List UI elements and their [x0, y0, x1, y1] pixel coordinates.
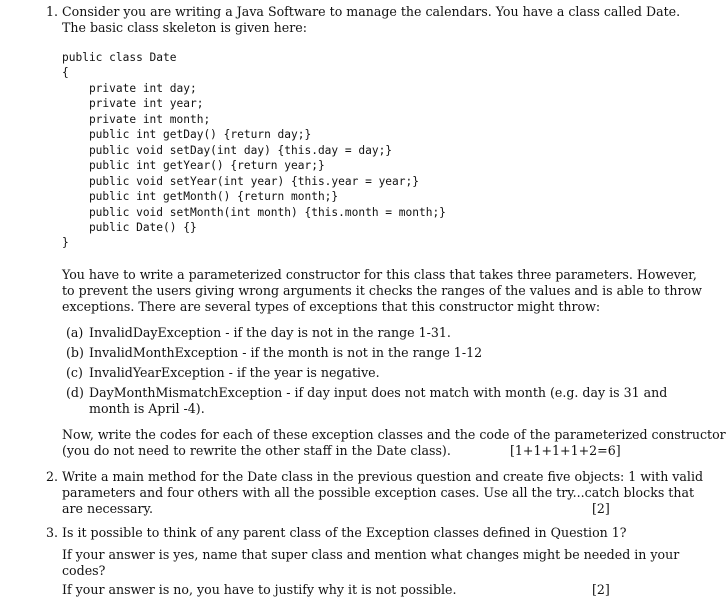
q2-line: are necessary. [62, 501, 153, 516]
code-line: public int getMonth() {return month;} [62, 190, 339, 203]
q3-para3: If your answer is no, you have to justify why it is not possible. [62, 582, 457, 597]
q3-line1: Is it possible to think of any parent class of the Exception classes defined in Question 1? [62, 525, 627, 540]
exception-label: (d) [66, 385, 84, 400]
exception-label: (c) [66, 365, 83, 380]
code-line: public int getDay() {return day;} [62, 128, 312, 141]
q1-para-line: You have to write a parameterized constructor for this class that takes three parameters. However, [62, 267, 697, 282]
code-line: private int day; [62, 82, 197, 95]
exception-label: (a) [66, 325, 84, 340]
q1-marks: [1+1+1+1+2=6] [510, 443, 621, 458]
exception-text: InvalidYearException - if the year is negative. [89, 365, 380, 380]
code-line: public void setYear(int year) {this.year = year;} [62, 175, 419, 188]
q1-para-line: exceptions. There are several types of exceptions that this constructor might throw: [62, 299, 601, 314]
q2-marks: [2] [592, 501, 610, 516]
code-line: { [62, 66, 69, 79]
exception-text: DayMonthMismatchException - if day input does not match with month (e.g. day is 31 and [89, 385, 668, 400]
q1-number: 1. [46, 4, 59, 19]
code-line: public Date() {} [62, 221, 197, 234]
code-line: private int year; [62, 97, 204, 110]
exception-text-cont: month is April -4). [89, 401, 205, 416]
q2-number: 2. [46, 469, 59, 484]
q1-intro-line2: The basic class skeleton is given here: [62, 20, 307, 35]
q1-task-line2: (you do not need to rewrite the other staff in the Date class). [62, 443, 451, 458]
code-line: public void setMonth(int month) {this.month = month;} [62, 206, 446, 219]
q3-para2-line2: codes? [62, 563, 106, 578]
q2-line: Write a main method for the Date class in the previous question and create five objects: 1 with valid [62, 469, 704, 484]
exception-label: (b) [66, 345, 84, 360]
code-line: } [62, 236, 69, 249]
code-line: private int month; [62, 113, 211, 126]
q1-para-line: to prevent the users giving wrong arguments it checks the ranges of the values and is able to throw [62, 283, 702, 298]
q3-marks: [2] [592, 582, 610, 597]
q3-number: 3. [46, 525, 59, 540]
code-line: public int getYear() {return year;} [62, 159, 325, 172]
code-line: public class Date [62, 51, 177, 64]
q1-intro-line1: Consider you are writing a Java Software to manage the calendars. You have a class called Date. [62, 4, 681, 19]
exception-text: InvalidDayException - if the day is not in the range 1-31. [89, 325, 451, 340]
code-line: public void setDay(int day) {this.day = day;} [62, 144, 393, 157]
q3-para2-line1: If your answer is yes, name that super class and mention what changes might be needed in your [62, 547, 680, 562]
exception-text: InvalidMonthException - if the month is not in the range 1-12 [89, 345, 483, 360]
q2-line: parameters and four others with all the possible exception cases. Use all the try...catch blocks that [62, 485, 695, 500]
q1-task-line1: Now, write the codes for each of these exception classes and the code of the parameterized constructor [62, 427, 726, 442]
